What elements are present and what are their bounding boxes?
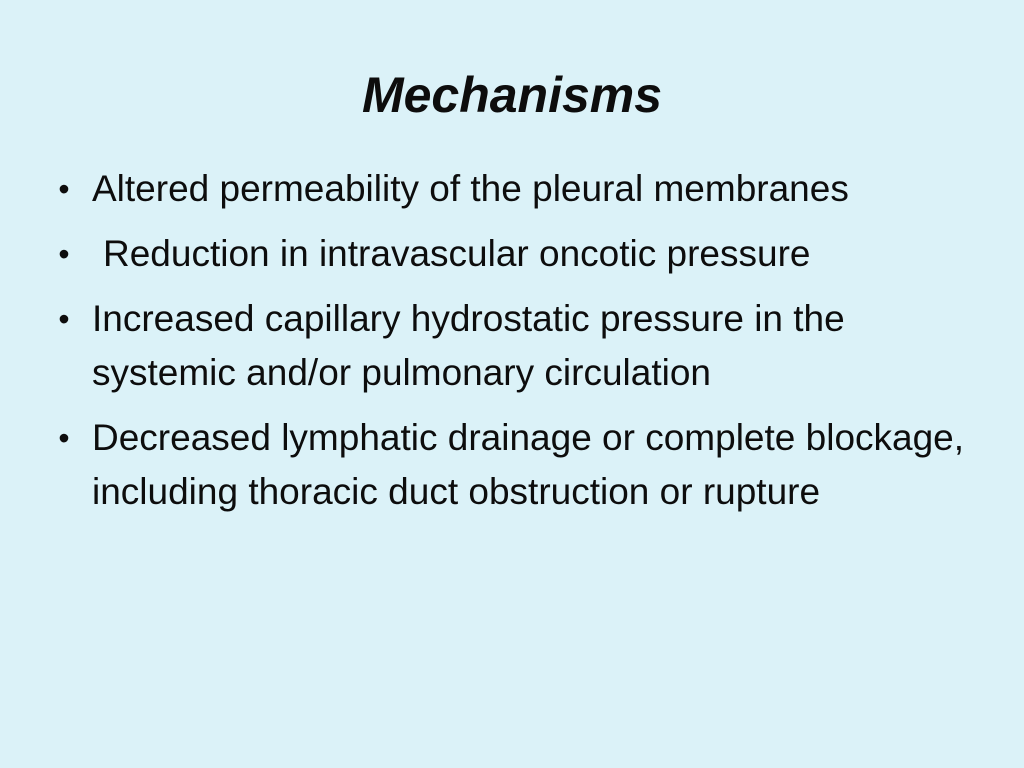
bullet-item-lymphatic-drainage <box>52 411 992 519</box>
bullet-item-oncotic-pressure <box>52 227 992 281</box>
bullet-item-hydrostatic-pressure <box>52 292 992 400</box>
bullet-dot-icon: • <box>58 236 70 272</box>
bullet-text: Increased capillary hydrostatic pressure in the systemic and/or pulmonary circulation <box>92 298 845 393</box>
bullet-text: Decreased lymphatic drainage or complete blockage, including thoracic duct obstruction or rupture <box>92 417 965 512</box>
slide-title: Mechanisms <box>361 67 663 123</box>
bullet-item-permeability <box>52 162 992 216</box>
bullet-text: Reduction in intravascular oncotic pressure <box>103 233 811 274</box>
bullet-dot-icon: • <box>58 171 70 207</box>
bullet-dot-icon: • <box>58 301 70 337</box>
bullet-text: Altered permeability of the pleural membranes <box>92 168 849 209</box>
bullet-list <box>52 162 992 530</box>
bullet-dot-icon: • <box>58 420 70 456</box>
